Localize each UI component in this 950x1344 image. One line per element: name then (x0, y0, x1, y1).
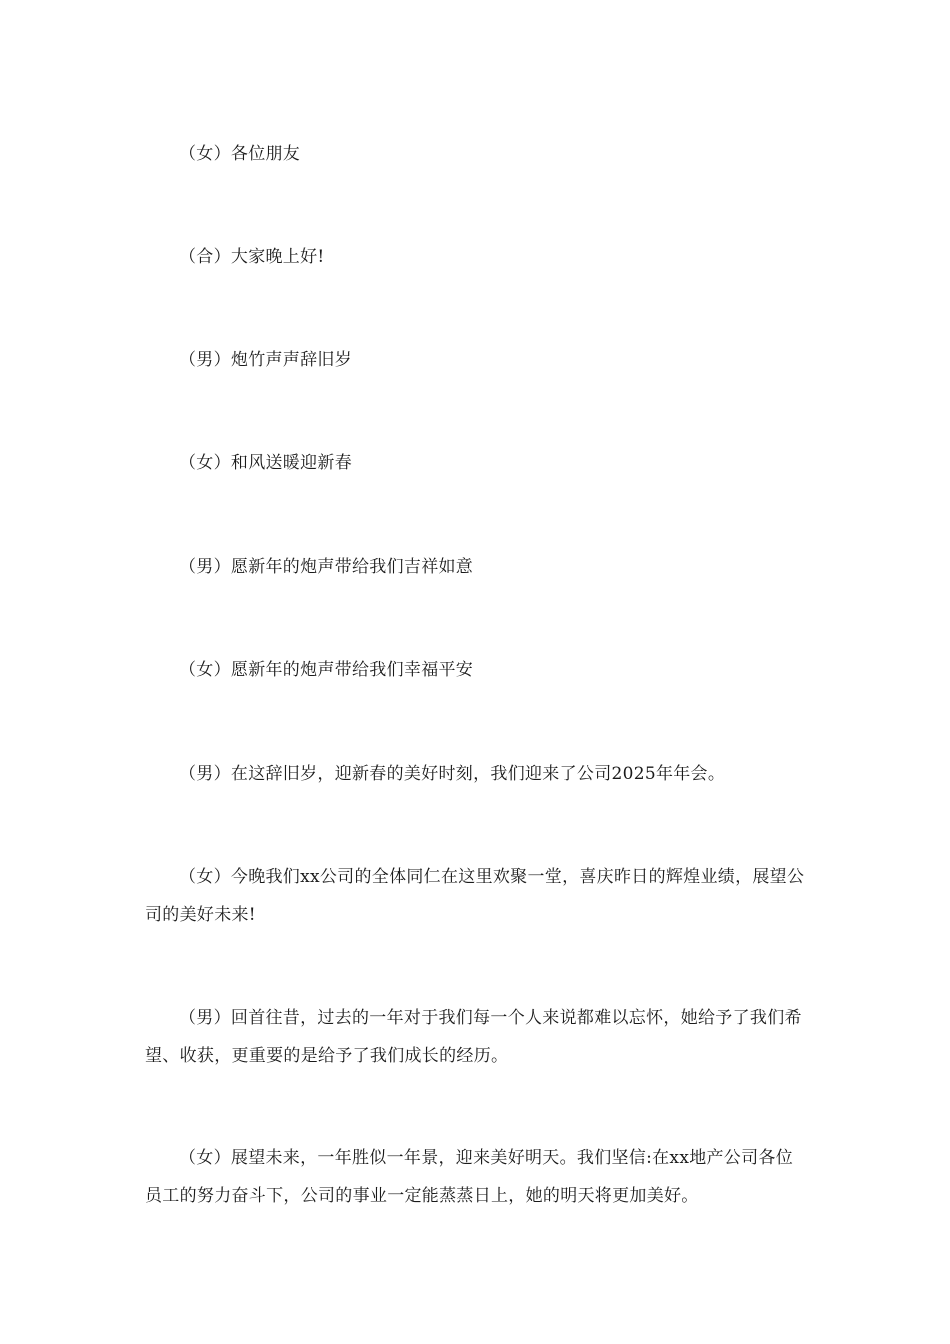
script-paragraph: （女）展望未来，一年胜似一年景，迎来美好明天。我们坚信:在xx地产公司各位员工的努力奋斗下，公司的事业一定能蒸蒸日上，她的明天将更加美好。 (145, 1148, 794, 1206)
script-paragraph: （女）今晚我们xx公司的全体同仁在这里欢聚一堂，喜庆昨日的辉煌业绩，展望公司的美好未来! (145, 867, 805, 925)
script-line: （男）炮竹声声辞旧岁 (179, 350, 352, 370)
script-paragraph: （男）回首往昔，过去的一年对于我们每一个人来说都难以忘怀，她给予了我们希望、收获，更重要的是给予了我们成长的经历。 (145, 1008, 802, 1066)
script-line: （男）在这辞旧岁，迎新春的美好时刻，我们迎来了公司2025年年会。 (179, 764, 726, 784)
script-line: （合）大家晚上好! (179, 247, 325, 267)
script-line: （女）愿新年的炮声带给我们幸福平安 (179, 660, 474, 680)
script-line: （男）愿新年的炮声带给我们吉祥如意 (179, 557, 474, 577)
script-line: （女）各位朋友 (179, 144, 301, 164)
script-line: （女）和风送暖迎新春 (179, 453, 352, 473)
